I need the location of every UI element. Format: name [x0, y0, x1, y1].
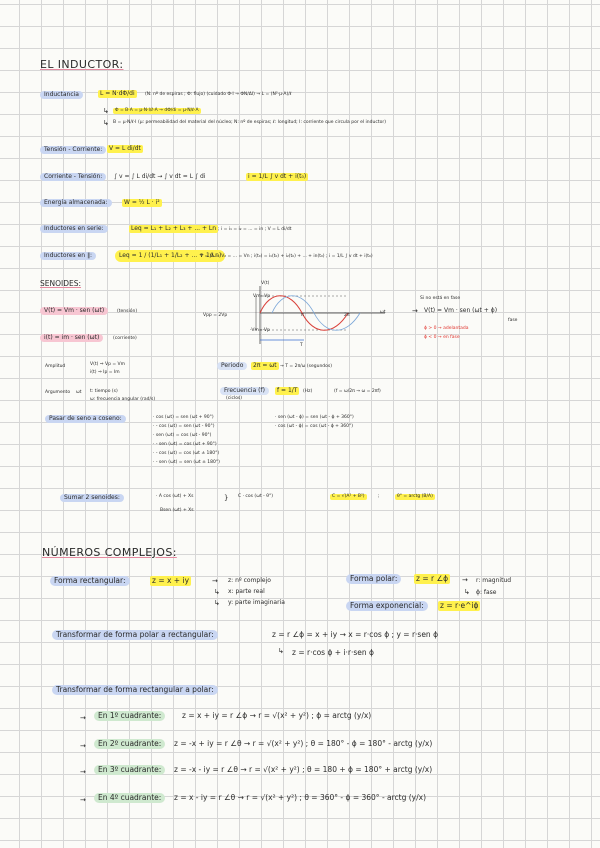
quadrant-1-formula: z = x + iy = r ∠ϕ → r = √(x² + y²) ; ϕ = arctg (y/x)	[182, 711, 372, 720]
energia-label: Energía almacenada:	[40, 199, 112, 207]
rect-item-1: x: parte real	[228, 588, 265, 595]
v-note: (tensión)	[117, 309, 138, 314]
atraso-note: ϕ < 0 → en fase	[424, 335, 460, 340]
paralelo-formula: Leq = 1 / (1/L₁ + 1/L₂ + ... + 1/Ln)	[115, 250, 225, 262]
rect-formula: z = x + iy	[152, 576, 190, 585]
sine-graph	[220, 284, 395, 346]
arrow-icon: ↳	[103, 119, 109, 127]
inductancia-sub1: Φ = B·A = μ·N·I/ℓ·A → dΦ/di = μ·N/ℓ·A	[115, 108, 199, 113]
argumento-wt: ωt	[76, 390, 82, 395]
quadrant-3-formula: z = -x - iy = r ∠θ → r = √(x² + y²) ; θ = 180 + ϕ = 180° + arctg (y/x)	[174, 765, 433, 774]
pasar-left-3: · - sen (ωt) = cos (ωt + 90°)	[153, 442, 217, 447]
arrow-icon: ↳	[464, 588, 470, 596]
quadrant-1-label: En 1º cuadrante:	[94, 711, 165, 721]
frecuencia-label: Frecuencia (f)	[220, 387, 269, 395]
graph-vt: V(t)	[261, 281, 270, 286]
corriente-result: i = 1/L ∫ v dt + i(t₀)	[248, 173, 307, 180]
pasar-left-2: · sen (ωt) = cos (ωt - 90°)	[153, 433, 212, 438]
sumar-result: C · cos (ωt - θ°)	[238, 494, 273, 499]
p2r-formula: z = r ∠ϕ = x + iy → x = r·cos ϕ ; y = r·sen ϕ	[272, 630, 439, 639]
adelanto-note: ϕ > 0 → adelantada	[424, 326, 469, 331]
graph-wt: ωt	[380, 310, 386, 315]
complejos-title: NÚMEROS COMPLEJOS:	[42, 546, 177, 559]
frecuencia-note: (ciclos)	[226, 396, 243, 401]
quadrant-2-formula: z = -x + iy = r ∠θ → r = √(x² + y²) ; θ = 180° - ϕ = 180° - arctg (y/x)	[174, 739, 433, 748]
sumar-label: Sumar 2 senoides:	[60, 494, 124, 502]
quadrant-2-label: En 2º cuadrante:	[94, 739, 165, 749]
serie-note: ; i = i₁ = i₂ = ... = in ; V = L di/dt	[218, 227, 292, 232]
inductancia-formula: L = N·dΦ/di	[100, 90, 135, 97]
exp-formula: z = r·e^iϕ	[440, 601, 479, 610]
i-note: (corriente)	[113, 336, 137, 341]
periodo-result: → T = 2π/ω (segundos)	[280, 364, 333, 369]
arrow-icon: →	[80, 796, 86, 804]
argumento-1: t: tiempo (s)	[90, 389, 118, 394]
rect-item-2: y: parte imaginaria	[228, 599, 285, 606]
quadrant-3-label: En 3º cuadrante:	[94, 765, 165, 775]
arrow-icon: →	[80, 742, 86, 750]
pasar-label: Pasar de seno a coseno:	[45, 415, 126, 423]
serie-label: Inductores en serie:	[40, 225, 108, 233]
corriente-formula: ∫ v = ∫ L di/dt → ∫ v dt = L ∫ di	[114, 173, 206, 180]
inductancia-sub2: B = μ·N/ℓ·I (μ: permeabilidad del material del núcleo; N: nº de espiras; ℓ: longitud; I: corriente que circula por el inductor)	[113, 120, 386, 125]
pasar-left-1: · - cos (ωt) = sen (ωt - 90°)	[153, 424, 215, 429]
rect-label: Forma rectangular:	[50, 576, 130, 586]
senoides-title: SENOIDES:	[40, 279, 82, 288]
polar-item-1: ϕ: fase	[476, 589, 497, 596]
arrow-icon: →	[80, 714, 86, 722]
i-formula-box	[40, 334, 103, 342]
periodo-label: Periodo	[217, 362, 247, 370]
arrow-icon: →	[412, 307, 418, 315]
arrow-icon: ↳	[214, 599, 220, 607]
argumento-2: ω: frecuencia angular (rad/s)	[90, 397, 156, 402]
sumar-C: C = √(A² + B²)	[332, 494, 365, 499]
corriente-label: Corriente - Tensión:	[40, 173, 106, 181]
polar-item-0: r: magnitud	[476, 577, 512, 584]
p2r-formula2: z = r·cos ϕ + i·r·sen ϕ	[292, 648, 375, 657]
argumento-label: Argumento	[45, 390, 71, 395]
graph-vm-bot: -Vm=-Vp	[250, 328, 270, 333]
fase-note: Si no está en fase	[420, 296, 461, 301]
pasar-right-0: · sen (ωt - ϕ) = sen (ωt - ϕ + 360°)	[275, 415, 354, 420]
v-formula: V(t) = Vm · sen (ωt)	[44, 307, 105, 314]
exp-label: Forma exponencial:	[346, 601, 428, 611]
arrow-icon: ↳	[278, 647, 284, 655]
arrow-icon: ↳	[214, 588, 220, 596]
i-formula: i(t) = im · sen (ωt)	[44, 334, 100, 341]
inductancia-note: (N: nº de espiras ; Φ: flujo) (cuidado Φ·I → ΦN/ΔI) → L = (N²·μ·A)/ℓ	[145, 92, 292, 97]
polar-formula: z = r ∠ϕ	[416, 574, 449, 583]
polar-label: Forma polar:	[346, 574, 401, 584]
sumar-1: · A cos (ωt) + Xs	[156, 494, 194, 499]
amplitud-label: Amplitud	[45, 364, 66, 369]
paralelo-note: V = V₁ = V₂ = ... = Vn ; i(t₀) = i₁(t₀) + i₂(t₀) + ... + in(t₀) ; i = 1/L ∫ v dt + i(t₀)	[200, 254, 373, 259]
arrow-icon: →	[80, 768, 86, 776]
pasar-left-0: · cos (ωt) = sen (ωt + 90°)	[153, 415, 214, 420]
fase-formula: V(t) = Vm · sen (ωt + ϕ)	[424, 307, 498, 314]
brace-icon: }	[224, 494, 229, 502]
pasar-left-4: · - cos (ωt) = cos (ωt ± 180°)	[153, 451, 220, 456]
amplitud-2: i(t) ⇒ Ip = Im	[90, 370, 120, 375]
sumar-2: Bsen (ωt) + Xs	[160, 508, 194, 513]
r2p-label: Transformar de forma rectangular a polar:	[52, 685, 218, 695]
inductor-title: EL INDUCTOR:	[40, 58, 124, 71]
frecuencia-unit: (Hz)	[303, 389, 313, 394]
pasar-right-1: · cos (ωt - ϕ) = cos (ωt - ϕ + 360°)	[275, 424, 353, 429]
rect-item-0: z: nº complejo	[228, 577, 271, 584]
periodo-formula: 2π = ωt	[253, 362, 277, 369]
pasar-left-5: · - sen (ωt) = sen (ωt ± 180°)	[153, 460, 220, 465]
graph-T: T	[300, 343, 303, 348]
frecuencia-result: (f = ω/2π → ω = 2πf)	[334, 389, 381, 394]
sumar-theta: θ° = arctg (B/A)	[397, 494, 433, 499]
quadrant-4-formula: z = x - iy = r ∠θ → r = √(x² + y²) ; θ = 360° - ϕ = 360° - arctg (y/x)	[174, 793, 427, 802]
serie-formula: Leq = L₁ + L₂ + L₃ + ... + Ln	[131, 225, 217, 232]
tension-label: Tensión - Corriente:	[40, 146, 106, 154]
fase-label: fase	[508, 318, 518, 323]
amplitud-1: V(t) ⇒ Vp = Vm	[90, 362, 126, 367]
quadrant-4-label: En 4º cuadrante:	[94, 793, 165, 803]
v-formula-box	[40, 307, 108, 315]
graph-pi: π	[301, 313, 304, 318]
energia-formula: W = ½ L · i²	[124, 199, 160, 206]
p2r-label: Transformar de forma polar a rectangular:	[52, 630, 218, 640]
arrow-icon: →	[462, 576, 468, 584]
graph-2pi: 2π	[344, 313, 350, 318]
graph-vpp: Vpp = 2Vp	[203, 313, 228, 318]
graph-vm-top: Vm=Vp	[253, 294, 271, 299]
sumar-sep: ;	[378, 494, 380, 499]
arrow-icon: ↳	[103, 107, 109, 115]
inductancia-label: Inductancia	[40, 91, 83, 99]
arrow-icon: →	[212, 577, 218, 585]
frecuencia-formula: f = 1/T	[277, 387, 298, 394]
tension-formula: V = L di/dt	[109, 145, 141, 152]
paralelo-label: Inductores en ∥:	[40, 252, 96, 260]
